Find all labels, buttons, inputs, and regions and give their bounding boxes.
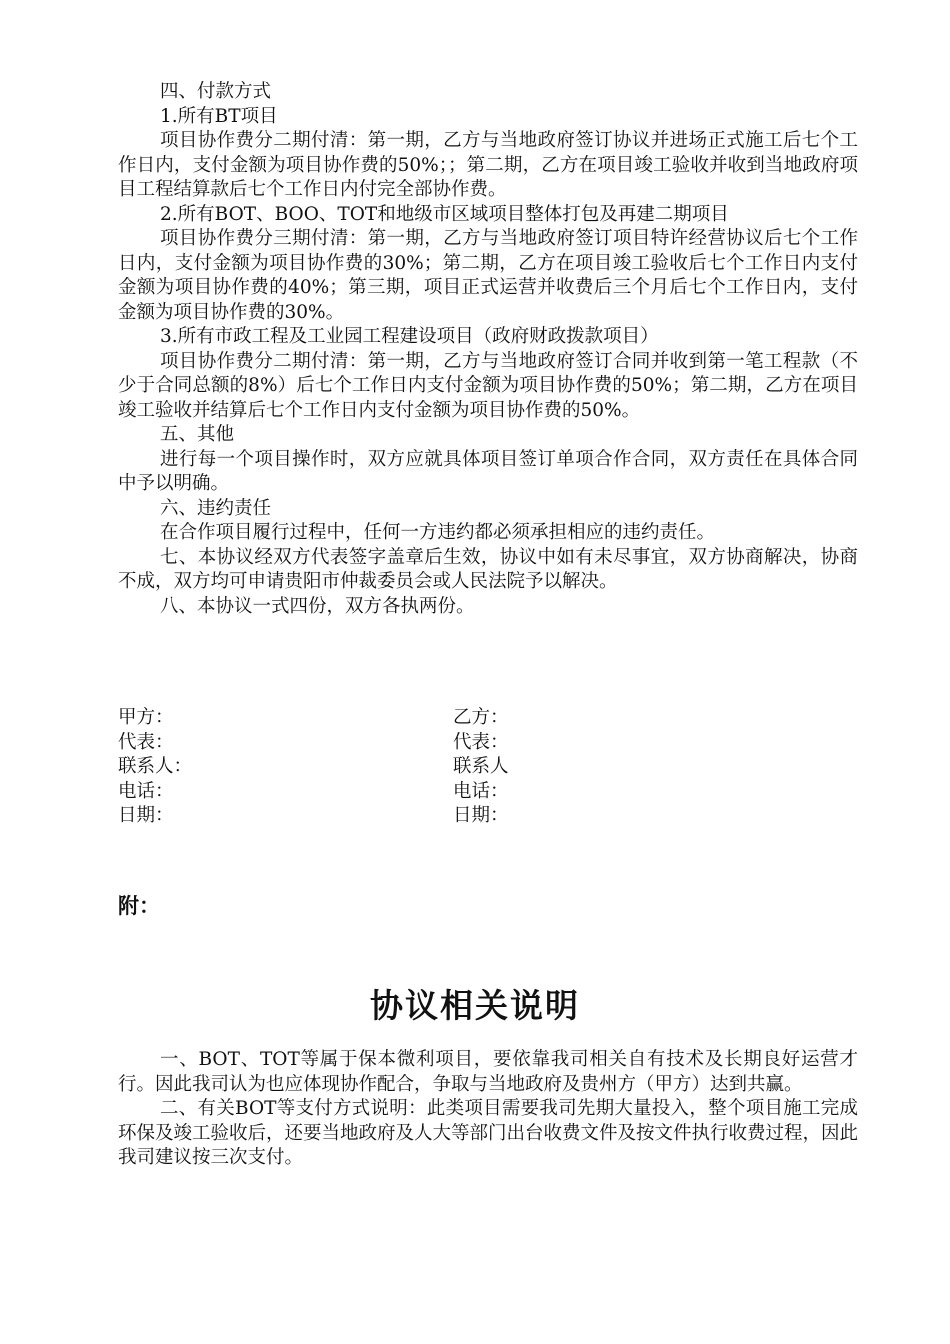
party-b-representative: 代表：	[453, 731, 509, 753]
signature-block	[118, 706, 858, 829]
note-item: 一、BOT、TOT等属于保本微利项目，要依靠我司相关自有技术及长期良好运营才行。因此我司认为也应体现协作配合，争取与当地政府及贵州方（甲方）达到共赢。	[118, 1049, 858, 1095]
party-a-date: 日期：	[118, 805, 174, 826]
note-item: 二、有关BOT等支付方式说明：此类项目需要我司先期大量投入，整个项目施工完成环保及竣工验收后，还要当地政府及人大等部门出台收费文件及按文件执行收费过程，因此我司建议按三次支付。	[118, 1098, 859, 1168]
section-heading-other: 五、其他	[160, 424, 235, 445]
party-b-label: 乙方：	[453, 707, 509, 728]
party-b-phone: 电话：	[453, 780, 509, 802]
section-heading-liability: 六、违约责任	[160, 497, 272, 519]
party-a-contact: 联系人：	[118, 756, 193, 777]
paragraph-copies: 八、本协议一式四份，双方各执两份。	[160, 595, 475, 617]
party-b-contact: 联系人	[453, 756, 509, 777]
paragraph-other: 进行每一个项目操作时，双方应就具体项目签订单项合作合同，双方责任在具体合同中予以明确。	[118, 448, 858, 494]
section-heading-payment: 四、付款方式	[160, 81, 272, 102]
party-b-date: 日期：	[453, 805, 509, 826]
agreement-body	[118, 80, 858, 619]
party-a-representative: 代表：	[118, 731, 174, 753]
paragraph-bot-payment: 项目协作费分三期付清：第一期，乙方与当地政府签订项目特许经营协议后七个工作日内，支付金额为项目协作费的30%；第二期，乙方在项目竣工验收后七个工作日内支付金额为项目协作费的40%；第三期，项目正式运营并收费后三个月后七个工作日内，支付金额为项目协作费的30%。	[118, 228, 858, 323]
party-a-phone: 电话：	[118, 780, 174, 802]
paragraph-bt-payment: 项目协作费分二期付清：第一期，乙方与当地政府签订协议并进场正式施工后七个工作日内，支付金额为项目协作费的50%；；第二期，乙方在项目竣工验收并收到当地政府项目工程结算款后七个工作日内付完全部协作费。	[118, 130, 858, 200]
paragraph-liability: 在合作项目履行过程中，任何一方违约都必须承担相应的违约责任。	[160, 522, 716, 543]
party-a-label: 甲方：	[118, 707, 174, 728]
subsection-bt: 1.所有BT项目	[160, 105, 278, 127]
paragraph-municipal-payment: 项目协作费分二期付清：第一期，乙方与当地政府签订合同并收到第一笔工程款（不少于合同总额的8%）后七个工作日内支付金额为项目协作费的50%；第二期，乙方在项目竣工验收并结算后七个工作日内支付金额为项目协作费的50%。	[118, 350, 858, 421]
subsection-municipal: 3.所有市政工程及工业园工程建设项目（政府财政拨款项目）	[160, 326, 659, 347]
paragraph-effectiveness: 七、本协议经双方代表签字盖章后生效，协议中如有未尽事宜，双方协商解决，协商不成，双方均可申请贵阳市仲裁委员会或人民法院予以解决。	[118, 546, 858, 592]
notes-body	[118, 1048, 858, 1171]
subsection-bot: 2.所有BOT、BOO、TOT和地级市区域项目整体打包及再建二期项目	[160, 203, 729, 225]
attachment-label: 附：	[118, 894, 160, 918]
notes-title: 协议相关说明	[370, 986, 580, 1025]
